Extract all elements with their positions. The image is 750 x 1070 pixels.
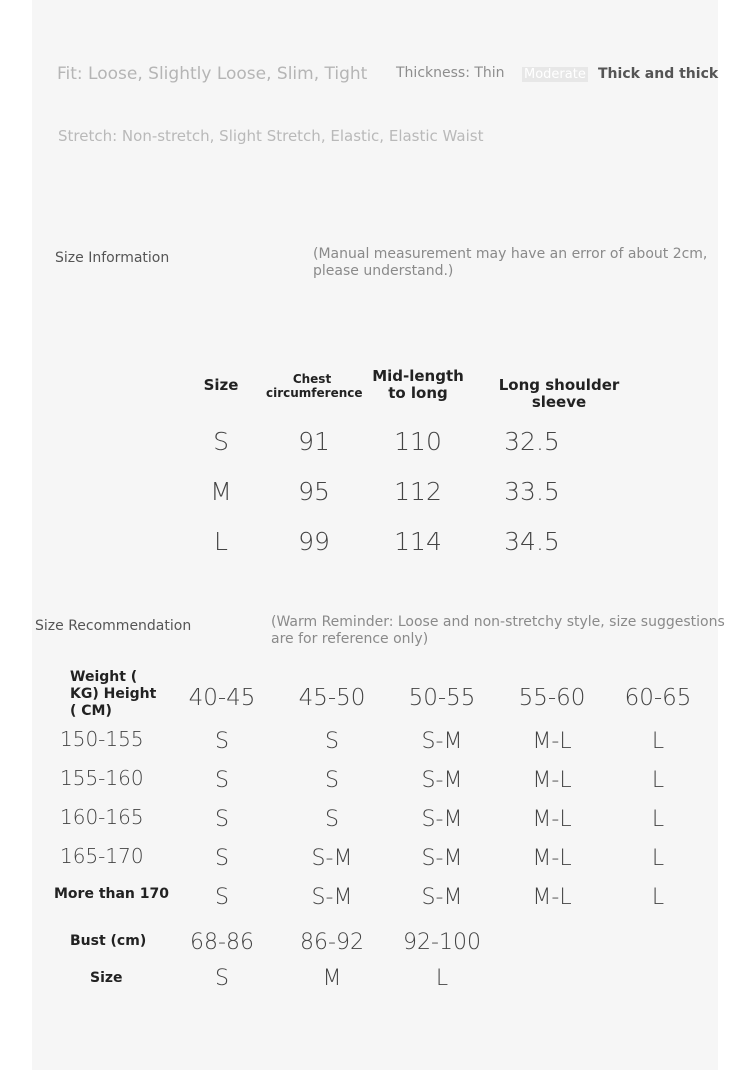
size-recommendation-cell: S-M	[421, 768, 463, 793]
bust-size: M	[322, 966, 342, 991]
size-info-cell: M	[210, 477, 232, 506]
size-info-cell: 32.5	[504, 427, 560, 456]
height-row-label: 160-165	[60, 805, 144, 829]
size-recommendation-cell: M-L	[532, 885, 572, 910]
bust-value: 86-92	[300, 930, 364, 955]
size-info-cell: 99	[298, 527, 330, 556]
weight-header: 55-60	[518, 685, 586, 711]
size-info-title: Size Information	[55, 250, 170, 266]
size-recommendation-cell: L	[651, 846, 665, 871]
weight-header: 45-50	[298, 685, 366, 711]
bust-value: 92-100	[403, 930, 481, 955]
size-info-cell: 114	[394, 527, 442, 556]
size-recommendation-cell: S	[215, 768, 229, 793]
size-info-cell: 95	[298, 477, 330, 506]
thickness-label: Thickness: Thin	[396, 65, 505, 81]
size-recommendation-cell: S	[215, 846, 229, 871]
size-info-cell: 91	[298, 427, 330, 456]
size-info-cell: 112	[394, 477, 442, 506]
size-rec-title: Size Recommendation	[35, 618, 192, 634]
size-recommendation-cell: M-L	[532, 846, 572, 871]
size-recommendation-cell: S	[215, 885, 229, 910]
size-recommendation-cell: S-M	[311, 885, 353, 910]
bust-value: 68-86	[190, 930, 254, 955]
size-recommendation-cell: S	[325, 729, 339, 754]
size-recommendation-cell: S-M	[311, 846, 353, 871]
size-recommendation-cell: M-L	[532, 729, 572, 754]
thickness-selected: Thick and thick	[598, 66, 719, 82]
height-row-label: More than 170	[54, 886, 169, 902]
height-row-label: 165-170	[60, 844, 144, 868]
size-recommendation-cell: S-M	[421, 846, 463, 871]
weight-header: 40-45	[188, 685, 256, 711]
size-info-note: (Manual measurement may have an error of about 2cm, please understand.)	[313, 246, 708, 279]
header-sleeve: Long shoulder sleeve	[498, 376, 620, 411]
size-info-cell: 34.5	[504, 527, 560, 556]
size-recommendation-cell: L	[651, 885, 665, 910]
size-info-cell: S	[213, 427, 229, 456]
size-recommendation-cell: S-M	[421, 729, 463, 754]
header-size: Size	[203, 376, 239, 394]
weight-header: 60-65	[624, 685, 692, 711]
thickness-moderate: Moderate	[524, 67, 586, 82]
corner-header: Weight ( KG) Height ( CM)	[70, 669, 157, 719]
bust-size: S	[215, 966, 229, 991]
size-recommendation-cell: L	[651, 807, 665, 832]
size-recommendation-cell: L	[651, 768, 665, 793]
size-recommendation-cell: S	[215, 807, 229, 832]
height-row-label: 150-155	[60, 727, 144, 751]
size-recommendation-cell: S	[215, 729, 229, 754]
size-info-cell: 110	[394, 427, 442, 456]
header-length: Mid-length to long	[372, 367, 464, 402]
size-info-cell: L	[214, 527, 228, 556]
fit-attribute: Fit: Loose, Slightly Loose, Slim, Tight	[57, 64, 368, 84]
header-chest: Chest circumference	[266, 372, 363, 400]
size-rec-note: (Warm Reminder: Loose and non-stretchy style, size suggestions are for reference only)	[271, 614, 725, 647]
bust-size: L	[435, 966, 449, 991]
weight-header: 50-55	[408, 685, 476, 711]
bust-size-label: Size	[90, 970, 123, 986]
bust-label: Bust (cm)	[70, 933, 147, 949]
size-recommendation-cell: L	[651, 729, 665, 754]
size-recommendation-cell: M-L	[532, 768, 572, 793]
size-recommendation-cell: S-M	[421, 885, 463, 910]
stretch-attribute: Stretch: Non-stretch, Slight Stretch, Elastic, Elastic Waist	[58, 127, 484, 145]
height-row-label: 155-160	[60, 766, 144, 790]
size-recommendation-cell: S-M	[421, 807, 463, 832]
size-recommendation-cell: M-L	[532, 807, 572, 832]
size-recommendation-cell: S	[325, 768, 339, 793]
size-recommendation-cell: S	[325, 807, 339, 832]
size-info-cell: 33.5	[504, 477, 560, 506]
